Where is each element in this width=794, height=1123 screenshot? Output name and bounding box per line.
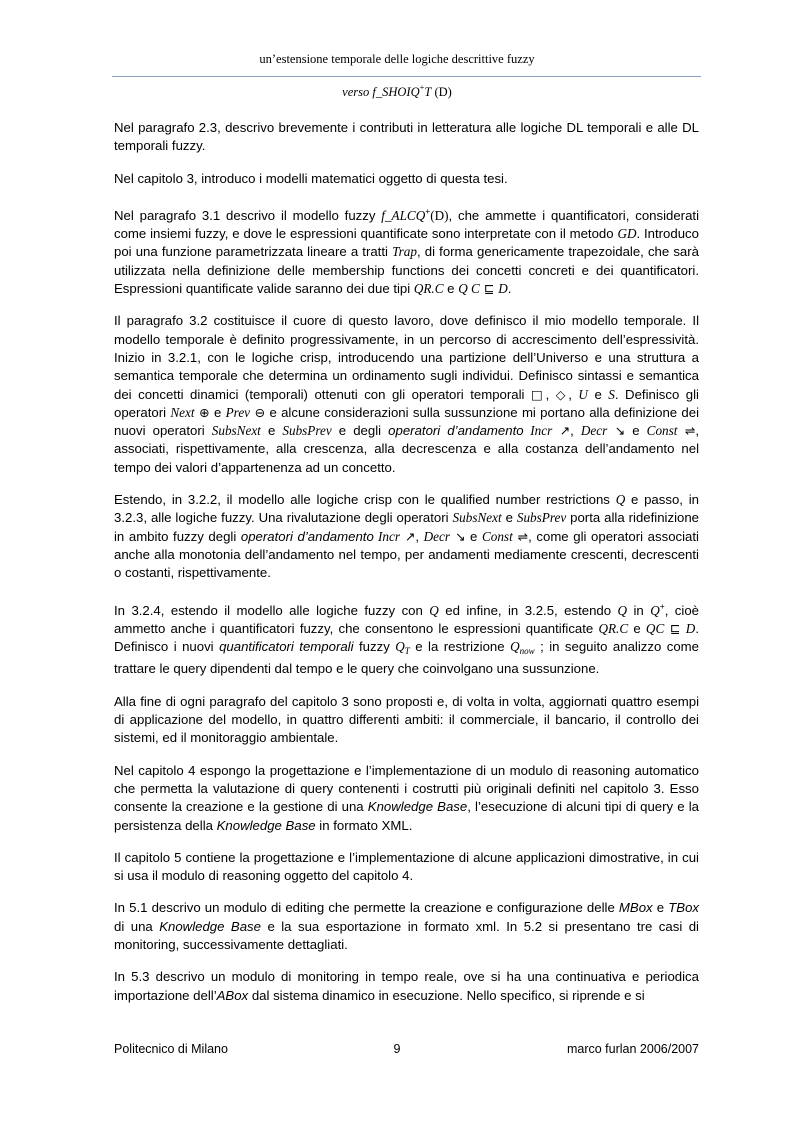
footer-author: marco furlan 2006/2007 — [566, 1042, 699, 1056]
body-text — [114, 119, 699, 1019]
paragraph-chapter-3: Nel capitolo 3, introduco i modelli matematici oggetto di questa tesi. — [114, 170, 508, 186]
paragraph-3-2: Il paragrafo 3.2 costituisce il cuore di questo lavoro, dove definisco il mio modello temporale. Il modello temporale è definito progressivamente, in un percorso di accrescimento dell’espressività. Inizio in 3.2.1, con le logiche crisp, introducendo una partizione dell’Universo e una struttura a semantica temporale che determina un ordinamento sugli individui. Definisco sintassi e semantica dei concetti dinamici (temporali) ottenuti con gli operatori temporali □, ◇, U e S. Definisco gli operatori Next ⊕ e Prev ⊖ e alcune considerazioni sulla sussunzione mi portano alla definizione dei nuovi operatori SubsNext e SubsPrev e degli operatori d’andamento Incr ↗, Decr ↘ e Const ⇌, associati, rispettivamente, alla crescenza, alla decrescenza e alla costanza dell’andamento nel tempo dei valori d’appartenenza ad un concetto. — [114, 313, 700, 475]
subtitle-sup: + — [419, 82, 425, 92]
footer-institution: Politecnico di Milano — [114, 1042, 228, 1056]
paragraph-chapter-5: Il capitolo 5 contiene la progettazione e l’implementazione di alcune applicazioni dimostrative, in cui si usa il modulo di reasoning oggetto del capitolo 4. — [114, 849, 699, 884]
paragraph-5-1: In 5.1 descrivo un modulo di editing che permette la creazione e configurazione delle MBox e TBox di una Knowledge Base e la sua esportazione in formato xml. In 5.2 si presentano tre casi di monitoring, successivamente dettagliati. — [114, 900, 699, 952]
running-header-title: un’estensione temporale delle logiche descrittive fuzzy — [259, 52, 535, 66]
paragraph-chapter-4: Nel capitolo 4 espongo la progettazione e l’implementazione di un modulo di reasoning automatico che permetta la valutazione di query contenenti i costrutti più originali definiti nel capitolo 3. Esso consente la creazione e la gestione di una Knowledge Base, l’esecuzione di alcuni tipi di query e la persistenza della Knowledge Base in formato XML. — [114, 762, 699, 833]
subtitle-suffix: (D) — [434, 85, 452, 99]
subtitle-prefix: verso — [342, 85, 370, 99]
paragraph-5-3: In 5.3 descrivo un modulo di monitoring in tempo reale, ove si ha una continuativa e periodica importazione dell’ABox dal sistema dinamico in esecuzione. Nello specifico, si riprende e si — [114, 969, 699, 1003]
subtitle-math2: T — [424, 85, 432, 99]
running-header-subtitle — [0, 82, 794, 100]
paragraph-2-3: Nel paragrafo 2.3, descrivo brevemente i contributi in letteratura alle logiche DL temporali e alle DL temporali fuzzy. — [114, 120, 699, 154]
page-number: 9 — [393, 1042, 401, 1056]
paragraph-3-1: Nel paragrafo 3.1 descrivo il modello fuzzy f_ALCQ+(D), che ammette i quantificatori, considerati come insiemi fuzzy, e dove le espressioni quantificate sono interpretate con il metodo GD. Introduco poi una funzione parametrizzata lineare a tratti Trap, di forma genericamente trapezoidale, che sarà utilizzata nella definizione delle membership functions dei concetti concreti e dei quantificatori. Espressioni quantificate valide saranno dei due tipi QR.C e Q C ⊑ D. — [114, 205, 699, 297]
paragraph-3-2-2: Estendo, in 3.2.2, il modello alle logiche crisp con le qualified number restrictions Q e passo, in 3.2.3, alle logiche fuzzy. Una rivalutazione degli operatori SubsNext e SubsPrev porta alla ridefinizione in ambito fuzzy degli operatori d’andamento Incr ↗, Decr ↘ e Const ⇌, come gli operatori associati anche alla monotonia dell’andamento nel tempo, per andamenti mediamente crescenti, decrescenti o costanti, rispettivamente. — [114, 492, 699, 581]
subtitle-math: f_SHOIQ — [372, 85, 420, 99]
paragraph-3-2-4: In 3.2.4, estendo il modello alle logiche fuzzy con Q ed infine, in 3.2.5, estendo Q in Q+, cioè ammetto anche i quantificatori fuzzy, che consentono le espressioni quantificate QR.C e QC ⊑ D. Definisco i nuovi quantificatori temporali fuzzy $Q_T$ e la restrizione $Q_{now}$ ; in seguito analizzo come trattare le query dipendenti dal tempo e le query che coinvolgano una sussunzione. — [114, 600, 699, 677]
paragraph-examples: Alla fine di ogni paragrafo del capitolo 3 sono proposti e, di volta in volta, aggiornati quattro esempi di applicazione del modello, in quattro differenti ambiti: il commerciale, il bancario, il controllo dei sistemi, ed il monitoraggio ambientale. — [114, 693, 699, 746]
header-divider — [112, 76, 701, 77]
